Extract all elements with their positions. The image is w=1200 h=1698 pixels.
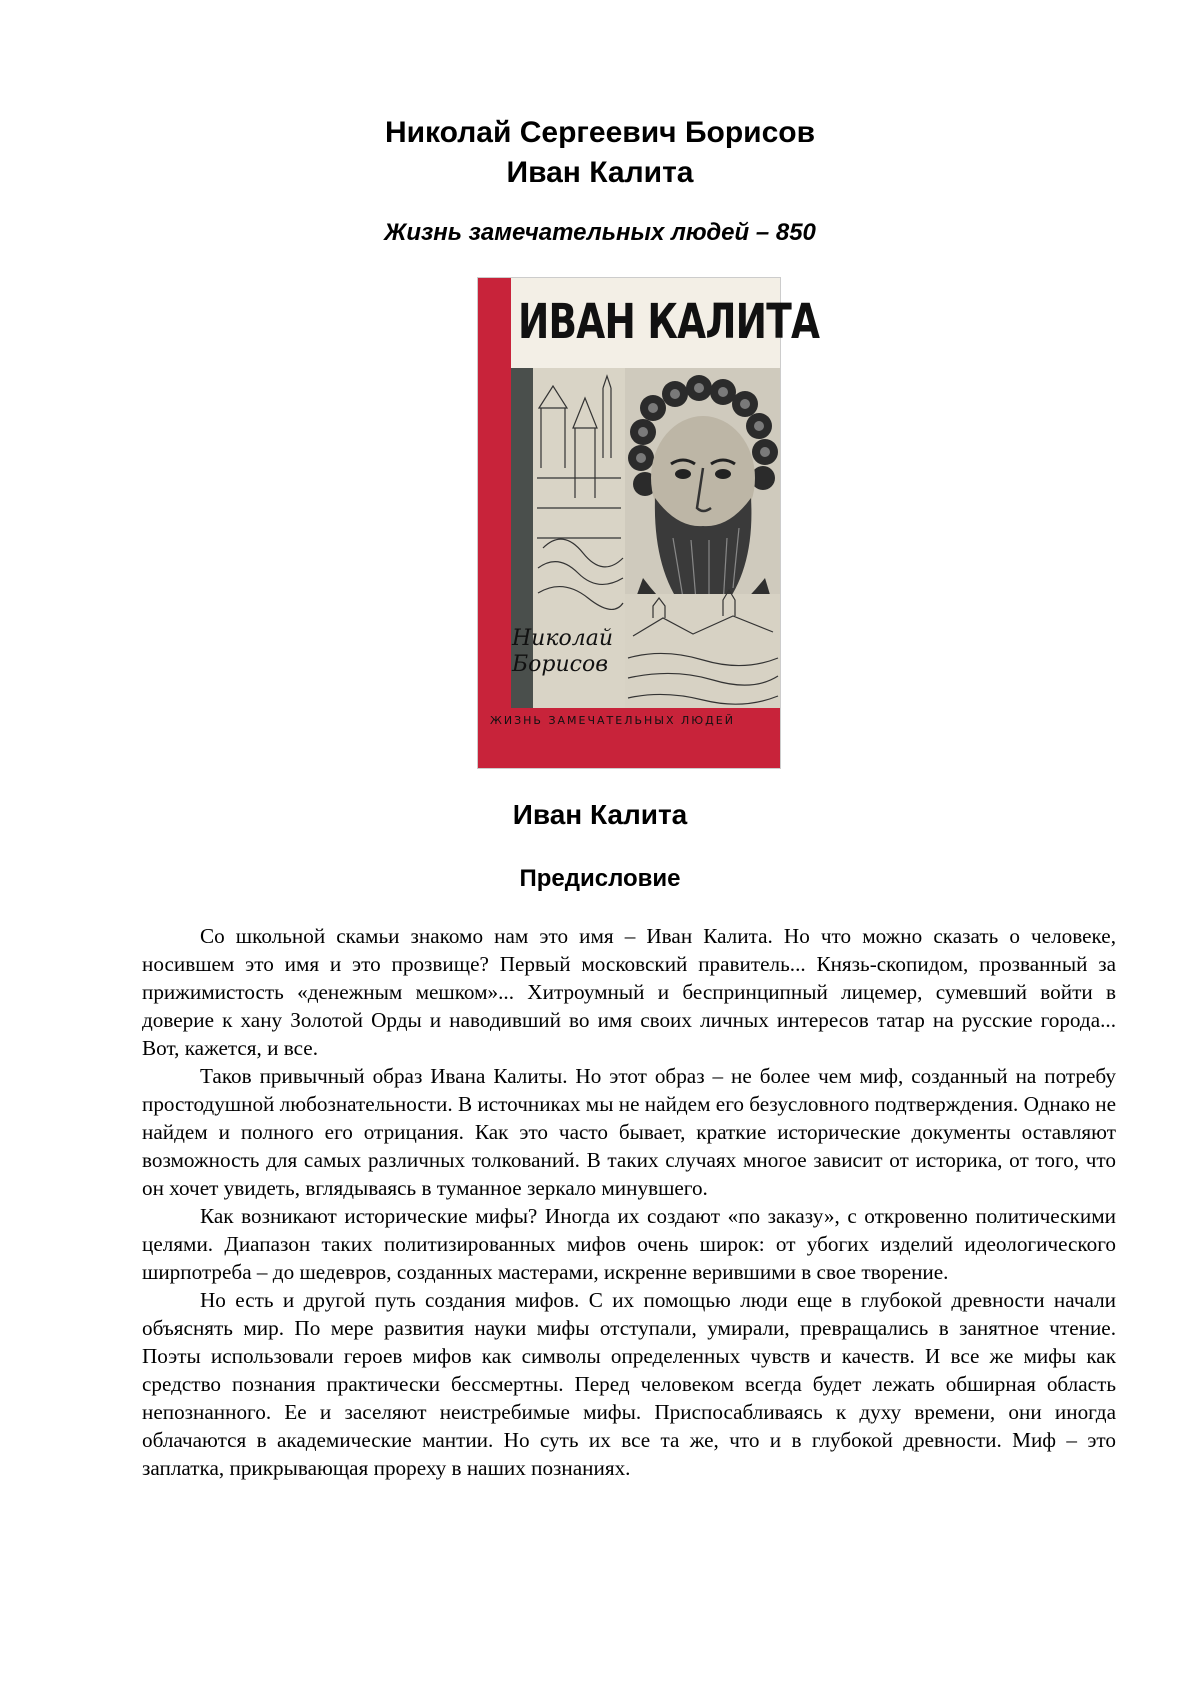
cover-author-first: Николай bbox=[512, 626, 614, 651]
paragraph: Со школьной скамьи знакомо нам это имя – Иван Калита. Но что можно сказать о человеке, носившем это имя и это прозвище? Первый московский правитель... Князь-скопидом, прозванный за прижимистость «денежным мешком»... Хитроумный и беспринципный лицемер, сумевший войти в доверие к хану Золотой Орды и наводивший во имя своих личных интересов татар на русские города... Вот, кажется, и все. bbox=[142, 924, 1116, 1060]
cover-author bbox=[512, 626, 622, 678]
paragraph: Как возникают исторические мифы? Иногда их создают «по заказу», с откровенно политическими целями. Диапазон таких политизированных мифов очень широк: от убогих изделий идеологического ширпотреба – до шедевров, созданных мастерами, искренне верившими в свое творение. bbox=[142, 1204, 1116, 1284]
content-title: Иван Калита bbox=[512, 799, 688, 830]
cover-author-last: Борисов bbox=[512, 652, 609, 677]
section-heading: Предисловие bbox=[519, 865, 681, 892]
book-cover bbox=[478, 278, 820, 768]
book-series: Жизнь замечательных людей – 850 bbox=[384, 219, 816, 246]
book-author: Николай Сергеевич Борисов bbox=[384, 116, 816, 149]
paragraph: Но есть и другой путь создания мифов. С их помощью люди еще в глубокой древности начали объяснять мир. По мере развития науки мифы отступали, умирали, превращались в занятное чтение. Поэты использовали героев мифов как символы определенных чувств и качеств. И все же мифы как средство познания практически бессмертны. Перед человеком всегда будет лежать обширная область непознанного. Ее и заселяют неистребимые мифы. Приспосабливаясь к духу времени, они иногда облачаются в академические мантии. Но суть их все та же, что и в глубокой древности. Миф – это заплатка, прикрывающая прореху в наших познаниях. bbox=[142, 1288, 1116, 1480]
paragraph: Таков привычный образ Ивана Калиты. Но этот образ – не более чем миф, созданный на потребу простодушной любознательности. В источниках мы не найдем его безусловного подтверждения. Однако не найдем и полного его отрицания. Как это часто бывает, краткие исторические документы оставляют возможность для самых различных толкований. В таких случаях многое зависит от историка, от того, что он хочет увидеть, вглядываясь в туманное зеркало минувшего. bbox=[142, 1064, 1116, 1200]
cover-series: ЖИЗНЬ ЗАМЕЧАТЕЛЬНЫХ ЛЮДЕЙ bbox=[490, 714, 735, 727]
book-title: Иван Калита bbox=[506, 156, 694, 189]
cover-title: ИВАН КАЛИТА bbox=[518, 294, 820, 350]
cover-red-stripe bbox=[478, 278, 511, 768]
preface-text bbox=[142, 922, 1116, 1482]
